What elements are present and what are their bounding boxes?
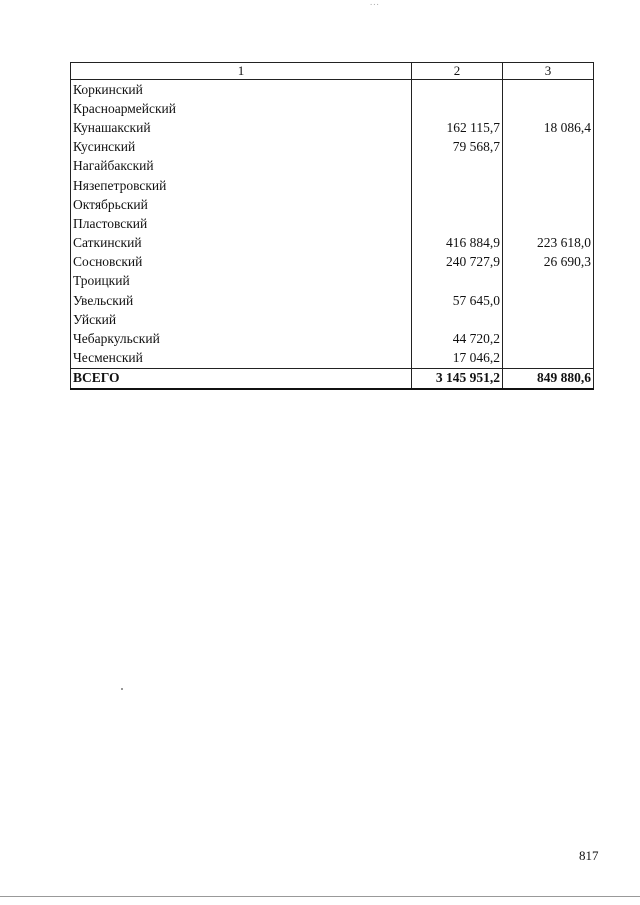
table-row xyxy=(71,253,594,272)
table-row xyxy=(71,176,594,195)
value-cell-col3 xyxy=(503,138,594,157)
column-header-1: 1 xyxy=(71,63,412,80)
value-cell-col3 xyxy=(503,291,594,310)
table-row xyxy=(71,195,594,214)
value-cell-col3: 26 690,3 xyxy=(503,253,594,272)
value-cell-col2: 17 046,2 xyxy=(412,349,503,369)
scan-speck xyxy=(121,688,123,690)
district-name-cell: Троицкий xyxy=(71,272,412,291)
value-cell-col2 xyxy=(412,80,503,100)
district-name-cell: Нязепетровский xyxy=(71,176,412,195)
value-cell-col3: 18 086,4 xyxy=(503,118,594,137)
value-cell-col3 xyxy=(503,99,594,118)
table-row xyxy=(71,329,594,348)
table-header-row xyxy=(71,63,594,80)
value-cell-col2 xyxy=(412,272,503,291)
column-header-3: 3 xyxy=(503,63,594,80)
district-name-cell: Октябрьский xyxy=(71,195,412,214)
page-number: 817 xyxy=(579,848,599,863)
value-cell-col2 xyxy=(412,176,503,195)
district-name-cell: Красноармейский xyxy=(71,99,412,118)
district-name-cell: Пластовский xyxy=(71,214,412,233)
value-cell-col2 xyxy=(412,310,503,329)
district-name-cell: Саткинский xyxy=(71,234,412,253)
data-table xyxy=(70,62,594,390)
value-cell-col3 xyxy=(503,272,594,291)
value-cell-col2: 57 645,0 xyxy=(412,291,503,310)
value-cell-col2: 44 720,2 xyxy=(412,329,503,348)
value-cell-col3 xyxy=(503,214,594,233)
value-cell-col2 xyxy=(412,195,503,214)
table-row xyxy=(71,234,594,253)
value-cell-col3 xyxy=(503,176,594,195)
district-name-cell: Нагайбакский xyxy=(71,157,412,176)
value-cell-col2 xyxy=(412,157,503,176)
table-row xyxy=(71,138,594,157)
table-row xyxy=(71,214,594,233)
district-name-cell: Кусинский xyxy=(71,138,412,157)
value-cell-col3 xyxy=(503,310,594,329)
scan-bottom-edge xyxy=(0,896,640,897)
column-header-2: 2 xyxy=(412,63,503,80)
district-name-cell: Увельский xyxy=(71,291,412,310)
table-row xyxy=(71,349,594,369)
table-row xyxy=(71,272,594,291)
value-cell-col3 xyxy=(503,80,594,100)
value-cell-col2: 162 115,7 xyxy=(412,118,503,137)
value-cell-col3 xyxy=(503,329,594,348)
district-name-cell: Чебаркульский xyxy=(71,329,412,348)
district-name-cell: Чесменский xyxy=(71,349,412,369)
total-row xyxy=(71,368,594,389)
table-row xyxy=(71,118,594,137)
value-cell-col3 xyxy=(503,157,594,176)
table-row xyxy=(71,99,594,118)
table-row xyxy=(71,157,594,176)
value-cell-col2 xyxy=(412,99,503,118)
table-row xyxy=(71,80,594,100)
district-name-cell: Уйский xyxy=(71,310,412,329)
district-name-cell: Коркинский xyxy=(71,80,412,100)
value-cell-col3 xyxy=(503,195,594,214)
value-cell-col2: 416 884,9 xyxy=(412,234,503,253)
total-label-cell: ВСЕГО xyxy=(71,368,412,389)
district-name-cell: Сосновский xyxy=(71,253,412,272)
table-row xyxy=(71,310,594,329)
value-cell-col2 xyxy=(412,214,503,233)
value-cell-col3 xyxy=(503,349,594,369)
total-value-col2: 3 145 951,2 xyxy=(412,368,503,389)
total-value-col3: 849 880,6 xyxy=(503,368,594,389)
value-cell-col2: 240 727,9 xyxy=(412,253,503,272)
value-cell-col2: 79 568,7 xyxy=(412,138,503,157)
table-row xyxy=(71,291,594,310)
page-top-mark: ... xyxy=(370,0,380,7)
district-name-cell: Кунашакский xyxy=(71,118,412,137)
value-cell-col3: 223 618,0 xyxy=(503,234,594,253)
